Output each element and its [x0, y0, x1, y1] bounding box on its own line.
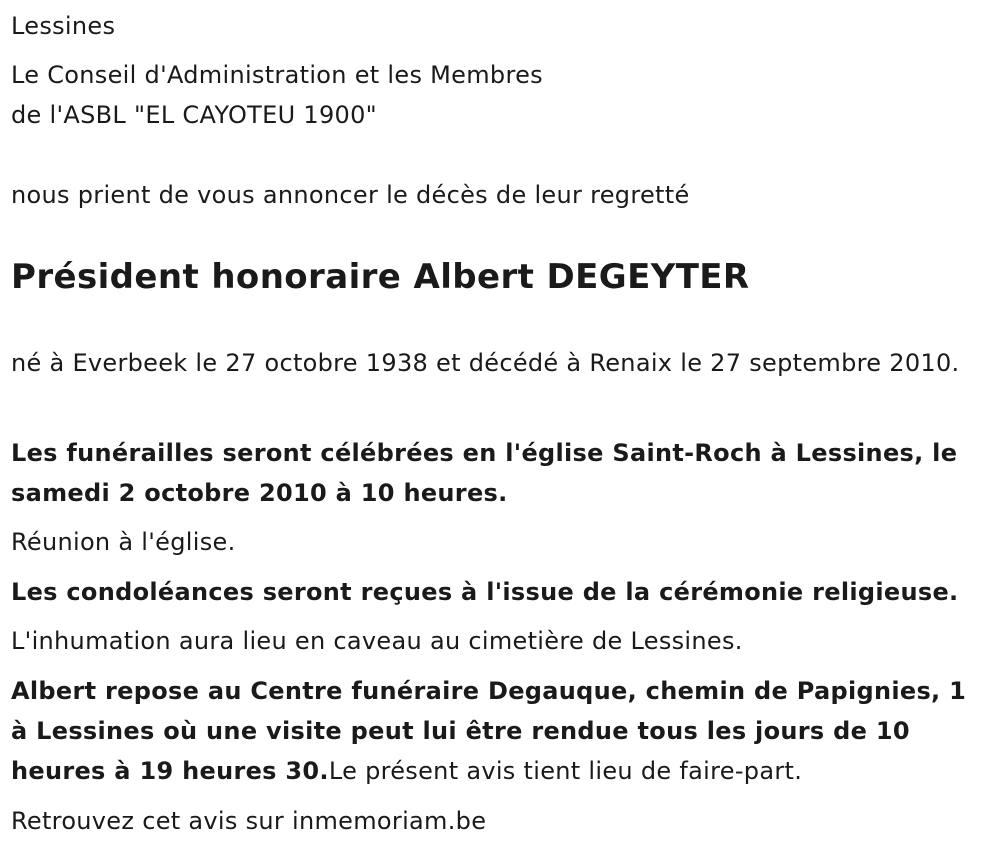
location-text: Lessines: [11, 12, 116, 40]
footer-text: Retrouvez cet avis sur inmemoriam.be: [11, 807, 487, 835]
funeral-text: Les funérailles seront célébrées en l'église Saint-Roch à Lessines, le samedi 2 octobre 2010 à 10 heures.: [11, 439, 958, 507]
birth-death-text: né à Everbeek le 27 octobre 1938 et décédé à Renaix le 27 septembre 2010.: [11, 349, 960, 377]
viewing-plain-text: Le présent avis tient lieu de faire-part.: [328, 757, 803, 785]
announcer-line-1: Le Conseil d'Administration et les Membres: [11, 61, 543, 89]
intro-text: nous prient de vous annoncer le décès de leur regretté: [11, 181, 690, 209]
viewing-paragraph: [11, 671, 986, 791]
deceased-title: Président honoraire Albert DEGEYTER: [11, 257, 750, 297]
burial-text: L'inhumation aura lieu en caveau au cimetière de Lessines.: [11, 627, 743, 655]
viewing-bold-text: Albert repose au Centre funéraire Degauque, chemin de Papignies, 1 à Lessines où une visite peut lui être rendue tous les jours de 10 heures à 19 heures 30.: [11, 677, 967, 785]
meeting-text: Réunion à l'église.: [11, 528, 236, 556]
announcer-line-2: de l'ASBL "EL CAYOTEU 1900": [11, 101, 378, 129]
condolences-text: Les condoléances seront reçues à l'issue de la cérémonie religieuse.: [11, 578, 959, 606]
